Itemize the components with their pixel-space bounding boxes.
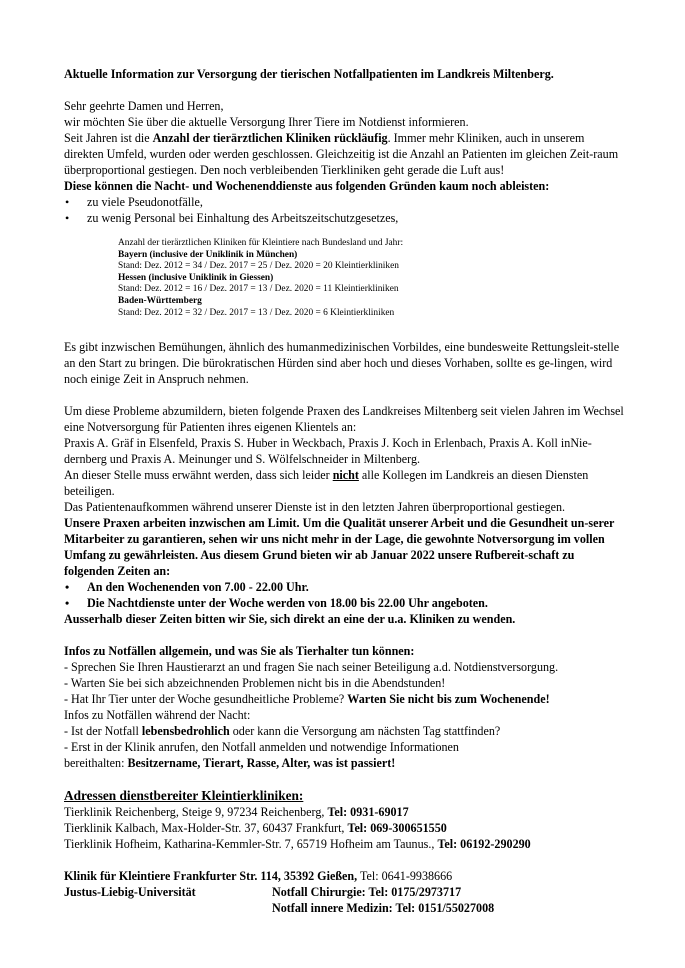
clinic-address — [64, 804, 625, 820]
giessen-phone: Tel: 0641-9938666 — [357, 869, 453, 884]
info-emphasis: Besitzername, Tierart, Rasse, Alter, was ist passiert! — [127, 756, 396, 771]
info-line — [64, 723, 625, 739]
clinic-phone: Tel: 069-300651550 — [347, 821, 447, 836]
statistics-caption: Anzahl der tierärztlichen Kliniken für Kleintiere nach Bundesland und Jahr: — [118, 238, 404, 248]
clinic-address — [64, 820, 625, 836]
list-item: • zu viele Pseudonotfälle, — [64, 194, 625, 210]
intro-line: wir möchten Sie über die aktuelle Versorgung Ihrer Tiere im Notdienst informieren. — [64, 115, 469, 129]
info-line: - Erst in der Klinik anrufen, den Notfall anmelden und notwendige Informationen — [64, 740, 459, 755]
greeting: Sehr geehrte Damen und Herren, — [64, 99, 224, 113]
info-line — [64, 691, 625, 707]
list-item: • zu wenig Personal bei Einhaltung des Arbeitszeitschutzgesetzes, — [64, 210, 625, 226]
participation-note — [64, 467, 625, 499]
praxen-intro: Um diese Probleme abzumildern, bieten folgende Praxen des Landkreises Miltenberg seit vielen Jahren im Wechsel eine Notversorgung für Patienten ihres eigenen Klientels an: — [64, 404, 624, 435]
clinic-phone: Tel: 06192-290290 — [437, 837, 531, 852]
intro-emphasis: Anzahl der tierärztlichen Kliniken rückläufig — [152, 131, 388, 145]
addresses-heading: Adressen dienstbereiter Kleintierkliniken: — [64, 788, 304, 804]
clinic-phone: Tel: 0931-69017 — [327, 805, 409, 820]
list-item: • An den Wochenenden von 7.00 - 22.00 Uhr. — [64, 579, 625, 595]
internal-medicine-emergency: Notfall innere Medizin: Tel: 0151/55027008 — [272, 901, 495, 916]
service-times-list — [64, 579, 625, 611]
region-name: Hessen (inclusive Uniklinik in Giessen) — [118, 272, 274, 283]
clinic-text: Tierklinik Kalbach, Max-Holder-Str. 37, 60437 Frankfurt, — [64, 821, 348, 836]
region-name: Bayern (inclusive der Uniklinik in München) — [118, 249, 298, 260]
region-name: Baden-Württemberg — [118, 295, 202, 306]
clinic-text: Tierklinik Reichenberg, Steige 9, 97234 Reichenberg, — [64, 805, 328, 820]
info-heading: Infos zu Notfällen allgemein, und was Sie als Tierhalter tun können: — [64, 644, 415, 659]
note-text-rest: alle Kollegen im Landkreis an diesen Diensten beteiligen. — [64, 468, 589, 499]
clinic-text: Tierklinik Hofheim, Katharina-Kemmler-Str. 7, 65719 Hofheim am Taunus., — [64, 837, 438, 852]
clinic-addresses — [64, 787, 625, 852]
info-text: - Hat Ihr Tier unter der Woche gesundheitliche Probleme? — [64, 692, 348, 707]
intro-text-rest: . Immer mehr Kliniken, auch in unserem direkten Umfeld, wurden oder werden geschlossen. Gleichzeitig ist die Anzahl an Patienten im gleichen Zeit-raum überproportional gestiegen. Den noch verbleibenden Tierkliniken geht gerade die Luft aus! — [64, 131, 619, 177]
clinic-statistics — [118, 238, 625, 319]
giessen-clinic — [64, 868, 625, 916]
giessen-row — [64, 900, 625, 916]
giessen-address — [64, 868, 625, 884]
surgery-emergency: Notfall Chirurgie: Tel: 0175/2973717 — [272, 885, 462, 900]
rettungsleitstelle-paragraph: Es gibt inzwischen Bemühungen, ähnlich des humanmedizinischen Vorbildes, eine bundesweite Rettungsleit-stelle an den Start zu bringen. Die bürokratischen Hürden sind aber hoch und dieses Vorhaben, sollte es ge-lingen, wird noch einige Zeit in Anspruch nehmen. — [64, 340, 620, 387]
info-line: - Warten Sie bei sich abzeichnenden Problemen nicht bis in die Abendstunden! — [64, 676, 446, 691]
info-text-rest: oder kann die Versorgung am nächsten Tag stattfinden? — [229, 724, 501, 739]
info-text: - Ist der Notfall — [64, 724, 142, 739]
university-name: Justus-Liebig-Universität — [64, 885, 196, 900]
region-stand: Stand: Dez. 2012 = 16 / Dez. 2017 = 13 / Dez. 2020 = 11 Kleintierkliniken — [118, 284, 399, 295]
region-stand: Stand: Dez. 2012 = 34 / Dez. 2017 = 25 / Dez. 2020 = 20 Kleintierkliniken — [118, 261, 399, 272]
intro-text: Seit Jahren ist die — [64, 131, 153, 145]
clinic-address — [64, 836, 625, 852]
info-line: - Sprechen Sie Ihren Haustierarzt an und fragen Sie nach seiner Beteiligung a.d. Notdienstversorgung. — [64, 660, 559, 675]
info-line — [64, 755, 625, 771]
praxen-section — [64, 403, 625, 627]
praxen-list: Praxis A. Gräf in Elsenfeld, Praxis S. Huber in Weckbach, Praxis J. Koch in Erlenbach, Praxis A. Koll inNie-dernberg und Praxis A. Meinunger und S. Wölfelschneider in Miltenberg. — [64, 436, 592, 467]
info-text: bereithalten: — [64, 756, 128, 771]
emergency-info-section — [64, 643, 625, 771]
giessen-row — [64, 884, 625, 900]
intro-section — [64, 98, 625, 226]
reasons-heading: Diese können die Nacht- und Wochenenddienste aus folgenden Gründen kaum noch ableisten: — [64, 179, 550, 193]
list-item: • Die Nachtdienste unter der Woche werden von 18.00 bis 22.00 Uhr angeboten. — [64, 595, 625, 611]
note-text: An dieser Stelle muss erwähnt werden, dass sich leider — [64, 468, 333, 483]
note-emphasis: nicht — [332, 468, 359, 483]
region-stand: Stand: Dez. 2012 = 32 / Dez. 2017 = 13 / Dez. 2020 = 6 Kleintierkliniken — [118, 307, 395, 318]
limit-paragraph: Unsere Praxen arbeiten inzwischen am Limit. Um die Qualität unserer Arbeit und die Gesundheit un-serer Mitarbeiter zu garantieren, sehen wir uns nicht mehr in der Lage, die gewohnte Notversorgung im vollen Umfang zu gewährleisten. Aus diesem Grund bieten wir ab Januar 2022 unsere Rufbereit-schaft zu folgenden Zeiten an: — [64, 516, 615, 579]
info-line: Infos zu Notfällen während der Nacht: — [64, 708, 251, 723]
intro-paragraph — [64, 130, 625, 178]
info-emphasis: Warten Sie nicht bis zum Wochenende! — [347, 692, 550, 707]
patient-volume: Das Patientenaufkommen während unserer Dienste ist in den letzten Jahren überproportional gestiegen. — [64, 500, 566, 515]
giessen-name: Klinik für Kleintiere Frankfurter Str. 114, 35392 Gießen, — [64, 869, 358, 884]
outside-hours-note: Ausserhalb dieser Zeiten bitten wir Sie, sich direkt an eine der u.a. Kliniken zu wenden. — [64, 612, 516, 627]
reasons-list — [64, 194, 625, 226]
info-emphasis: lebensbedrohlich — [141, 724, 230, 739]
document-title: Aktuelle Information zur Versorgung der tierischen Notfallpatienten im Landkreis Miltenberg. — [64, 67, 554, 81]
